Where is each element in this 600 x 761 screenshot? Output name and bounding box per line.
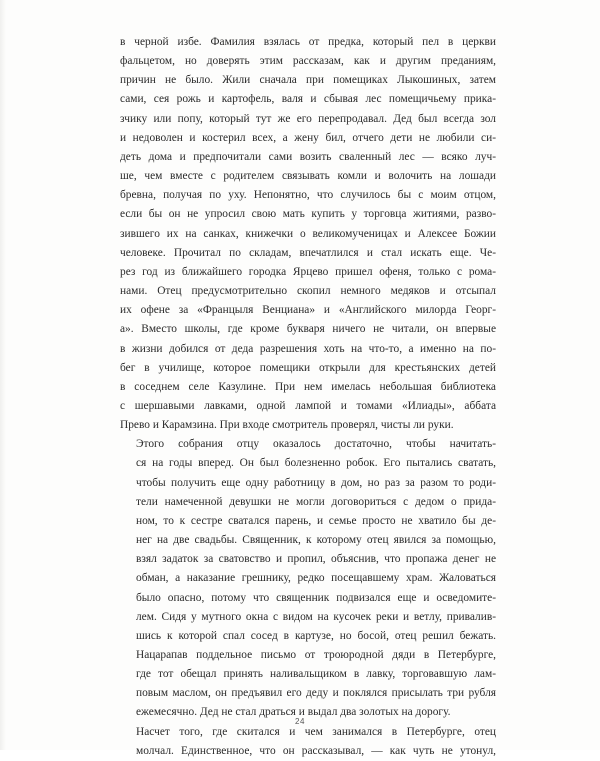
text-line: чтобы получить еще одну работницу в дом, но раз за разом то роди- xyxy=(136,476,496,489)
text-line: их офене за «Францыля Венциана» и «Английского милорда Георг- xyxy=(120,304,496,317)
text-line: если бы он не упросил свою мать купить у торговца житиями, разво- xyxy=(120,208,496,221)
text-line: молчал. Единственное, что он рассказывал, — как чуть не утонул, xyxy=(136,744,496,757)
page-number: 24 xyxy=(295,717,305,726)
text-line: зчику или попу, который тут же его перепродавал. Дед был всегда зол xyxy=(120,112,496,125)
text-line: зившего их на санках, книжечки о великомученицах и Алексее Божии xyxy=(120,227,496,240)
text-line: Прево и Карамзина. При входе смотритель проверял, чисты ли руки. xyxy=(120,419,454,432)
text-line: где тот обещал принять наливальщиком в лавку, торговавшую лам- xyxy=(136,668,496,681)
text-line: обман, а наказание грешнику, редко посещавшему храм. Жаловаться xyxy=(136,572,496,585)
text-line: нег на две свадьбы. Священник, к которому отец явился за помощью, xyxy=(136,534,496,547)
text-line: ном, то к сестре сватался парень, и семье просто не хватило бы де- xyxy=(136,514,496,527)
text-line: Нацарапав поддельное письмо от троюродной дяди в Петербурге, xyxy=(136,649,496,661)
text-line: Насчет того, где скитался и чем занимался в Петербурге, отец xyxy=(136,725,496,738)
text-line: в черной избе. Фамилия взялась от предка, который пел в церкви xyxy=(120,36,496,48)
text-line: в жизни добился от деда разрешения хоть на что-то, а именно на по- xyxy=(120,342,496,355)
text-line: бревна, получая по уху. Непонятно, что случилось бы с моим отцом, xyxy=(120,189,496,202)
paragraph-1 xyxy=(120,33,496,435)
text-line: в соседнем селе Казулине. При нем имелась небольшая библиотека xyxy=(120,380,496,393)
text-line: человеке. Прочитал по складам, впечатлился и стал искать еще. Че- xyxy=(120,246,496,259)
text-line: рез год из ближайшего городка Ярцево пришел офеня, только с рома- xyxy=(120,265,496,278)
text-line: ежемесячно. Дед не стал драться и выдал два золотых на дорогу. xyxy=(136,706,451,719)
paragraph-2 xyxy=(120,435,496,722)
text-line: было опасно, потому что священник подвизался еще и осведомите- xyxy=(136,591,496,604)
text-line: а». Вместо школы, где кроме букваря ничего не читали, он впервые xyxy=(120,323,496,336)
text-line: взял задаток за сватовство и пропил, объяснив, что пропажа денег не xyxy=(136,553,496,566)
text-line: деть дома и предпочитали сами возить сваленный лес — всяко луч- xyxy=(120,150,496,163)
text-line: ся на годы вперед. Он был болезненно робок. Его пытались сватать, xyxy=(136,457,496,470)
text-line: сами, сея рожь и картофель, валя и сбывая лес помещичьему прика- xyxy=(120,93,496,106)
text-line: лем. Сидя у мутного окна с видом на кусочек реки и ветлу, привалив- xyxy=(136,610,496,623)
text-line: с шершавыми лавками, одной лампой и томами «Илиады», аббата xyxy=(120,399,496,412)
text-line: нами. Отец предусмотрительно скопил немного медяков и отсыпал xyxy=(120,285,496,298)
page-gutter-shadow xyxy=(0,0,6,750)
text-line: тели намеченной девушки не могли договориться с дедом о прида- xyxy=(136,495,496,508)
text-line: шись к которой спал сосед в картузе, но босой, отец решил бежать. xyxy=(136,629,496,642)
text-line: повым маслом, он предъявил его деду и поклялся присылать три рубля xyxy=(136,687,496,700)
text-line: ше, чем вместе с родителем связывать комли и волочить на лошади xyxy=(120,170,496,183)
text-line: Этого собрания отцу оказалось достаточно, чтобы начитать- xyxy=(136,438,496,451)
paragraph-3 xyxy=(120,723,496,761)
text-line: и недоволен и костерил всех, а жену бил, отчего дети не любили си- xyxy=(120,131,496,144)
body-text xyxy=(120,33,496,761)
text-line: причин не было. Жили сначала при помещиках Лыкошиных, затем xyxy=(120,74,496,87)
text-line: фальцетом, но доверять этим рассказам, как и другим преданиям, xyxy=(120,55,496,68)
text-line: бег в училище, которое помещики открыли для крестьянских детей xyxy=(120,361,496,374)
